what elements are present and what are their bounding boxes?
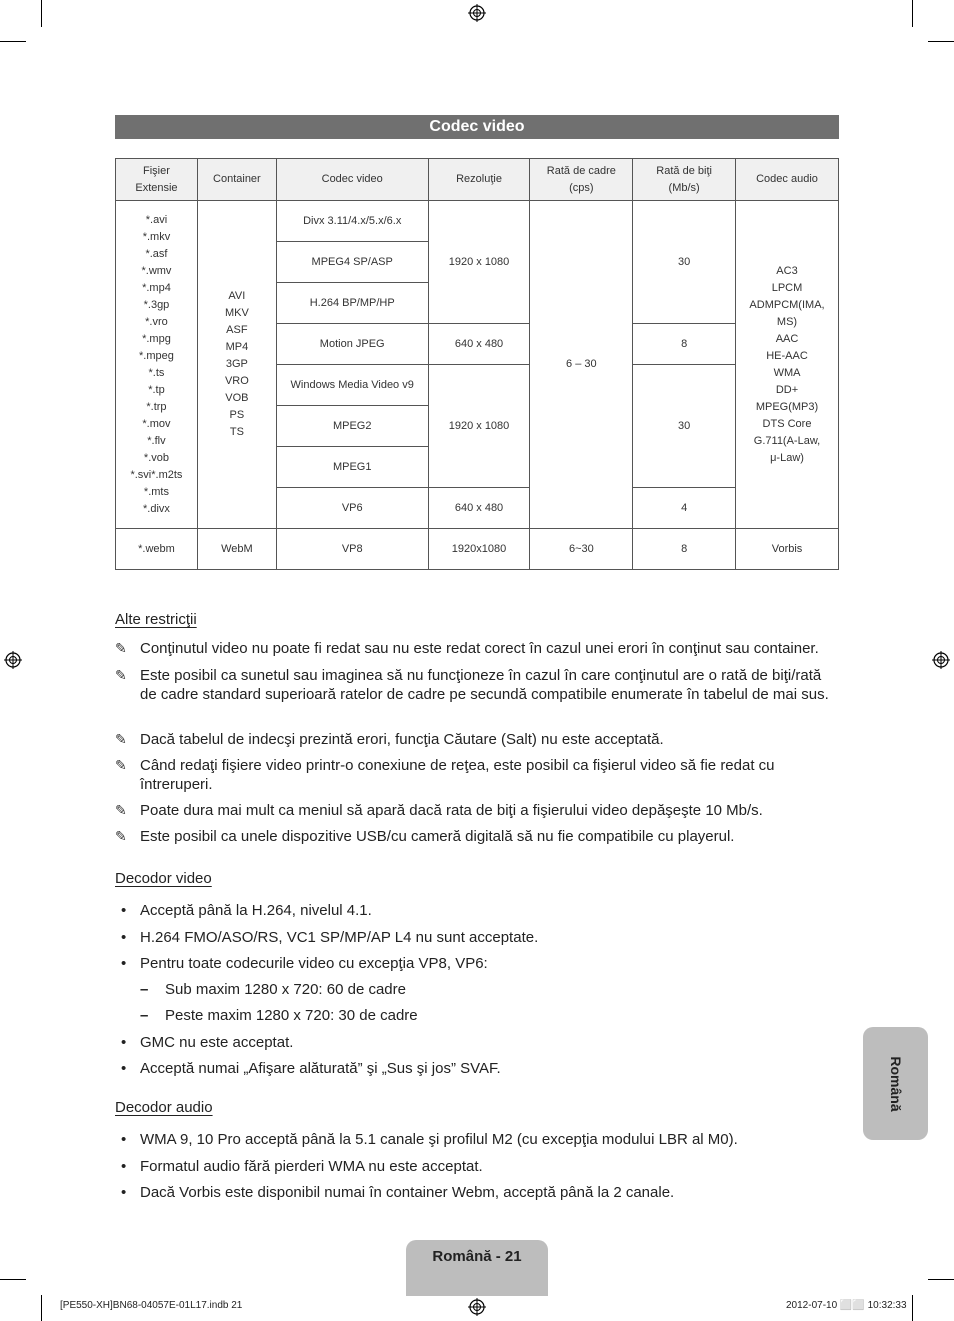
pencil-note-icon: ✎	[115, 757, 127, 773]
resolution-cell: 640 x 480	[428, 488, 530, 529]
dash-icon: –	[140, 981, 149, 998]
restriction-note: ✎ Dacă tabelul de indecşi prezintă erori, funcţia Căutare (Salt) nu este acceptată.	[115, 731, 664, 748]
codec-cell: VP6	[276, 488, 428, 529]
codec-cell: H.264 BP/MP/HP	[276, 283, 428, 324]
table-row-webm	[116, 529, 839, 570]
crop-mark	[928, 1279, 954, 1280]
header-cell-container: Container	[197, 159, 276, 201]
crop-mark	[912, 1295, 913, 1321]
list-item: • WMA 9, 10 Pro acceptă până la 5.1 canale şi profilul M2 (cu excepţia modului LBR al M0).	[121, 1131, 738, 1148]
crop-mark	[41, 0, 42, 27]
header-cell-audio-codec: Codec audio	[736, 159, 839, 201]
pencil-note-icon: ✎	[115, 640, 127, 656]
bit-rate-cell: 8	[633, 324, 736, 365]
resolution-cell: 1920 x 1080	[428, 365, 530, 488]
registration-mark-icon	[932, 651, 950, 669]
page-number-label: Română - 21	[432, 1248, 522, 1265]
bullet-icon: •	[121, 929, 127, 946]
codec-table	[115, 158, 839, 570]
frame-rate-cell: 6 – 30	[530, 201, 633, 529]
bit-rate-cell: 30	[633, 201, 736, 324]
bullet-icon: •	[121, 955, 127, 972]
list-item: • Formatul audio fără pierderi WMA nu este acceptat.	[121, 1158, 483, 1175]
pencil-note-icon: ✎	[115, 828, 127, 844]
list-item: • Pentru toate codecurile video cu excepţia VP8, VP6:	[121, 955, 488, 972]
crop-mark	[0, 41, 26, 42]
restriction-note: ✎ Este posibil ca sunetul sau imaginea să nu funcţioneze în cazul în care conţinutul are o rată de biţi/rată de cadre standard superioară ratelor de cadre pe secundă compatibile enumerate în tabelul de mai sus.	[115, 667, 829, 703]
restriction-note: ✎ Poate dura mai mult ca meniul să apară dacă rata de biţi a fişierului video depăşeşte 10 Mb/s.	[115, 802, 763, 819]
registration-mark-icon	[468, 1298, 486, 1316]
table-row	[116, 201, 839, 242]
table-cell: Vorbis	[736, 529, 839, 570]
crop-mark	[912, 0, 913, 27]
codec-cell: Divx 3.11/4.x/5.x/6.x	[276, 201, 428, 242]
restrictions-heading: Alte restricţii	[115, 611, 197, 628]
bullet-icon: •	[121, 902, 127, 919]
registration-mark-icon	[4, 651, 22, 669]
sub-list-item: – Peste maxim 1280 x 720: 30 de cadre	[140, 1007, 418, 1024]
bullet-icon: •	[121, 1060, 127, 1077]
codec-cell: Windows Media Video v9	[276, 365, 428, 406]
registration-mark-icon	[468, 4, 486, 22]
audio-codecs-cell: AC3 LPCM ADMPCM(IMA, MS) AAC HE-AAC WMA DD+ MPEG(MP3) DTS Core G.711(A-Law, μ-Law)	[736, 201, 839, 529]
codec-cell: MPEG1	[276, 447, 428, 488]
pencil-note-icon: ✎	[115, 667, 127, 683]
sub-list-item: – Sub maxim 1280 x 720: 60 de cadre	[140, 981, 406, 998]
section-title-bar: Codec video	[115, 115, 839, 139]
header-cell-resolution: Rezoluţie	[428, 159, 530, 201]
codec-cell: Motion JPEG	[276, 324, 428, 365]
table-cell: 1920x1080	[428, 529, 530, 570]
table-cell: VP8	[276, 529, 428, 570]
header-cell-bit-rate: Rată de biţi (Mb/s)	[633, 159, 736, 201]
table-cell: 8	[633, 529, 736, 570]
pencil-note-icon: ✎	[115, 802, 127, 818]
codec-cell: MPEG2	[276, 406, 428, 447]
footer-timestamp: 2012-07-10 ⬜⬜ 10:32:33	[786, 1300, 907, 1311]
list-item: • Acceptă până la H.264, nivelul 4.1.	[121, 902, 372, 919]
header-cell-frame-rate: Rată de cadre (cps)	[530, 159, 633, 201]
crop-mark	[928, 41, 954, 42]
dash-icon: –	[140, 1007, 149, 1024]
bullet-icon: •	[121, 1158, 127, 1175]
header-cell-extension: Fişier Extensie	[116, 159, 198, 201]
pencil-note-icon: ✎	[115, 731, 127, 747]
table-cell: *.webm	[116, 529, 198, 570]
audio-decoder-heading: Decodor audio	[115, 1099, 213, 1116]
restriction-note: ✎ Conţinutul video nu poate fi redat sau nu este redat corect în cazul unei erori în conţinut sau container.	[115, 640, 819, 657]
containers-cell: AVI MKV ASF MP4 3GP VRO VOB PS TS	[197, 201, 276, 529]
language-side-tab-label: Română	[887, 1055, 904, 1112]
restriction-note: ✎ Când redaţi fişiere video printr-o conexiune de reţea, este posibil ca fişierul video să fie redat cu întreruperi.	[115, 757, 775, 793]
extensions-cell: *.avi *.mkv *.asf *.wmv *.mp4 *.3gp *.vro *.mpg *.mpeg *.ts *.tp *.trp *.mov *.flv *.vob *.svi*.m2ts *.mts *.divx	[116, 201, 198, 529]
language-side-tab	[863, 1027, 928, 1140]
bullet-icon: •	[121, 1131, 127, 1148]
video-decoder-heading: Decodor video	[115, 870, 212, 887]
list-item: • GMC nu este acceptat.	[121, 1034, 294, 1051]
header-cell-video-codec: Codec video	[276, 159, 428, 201]
table-cell: 6~30	[530, 529, 633, 570]
table-cell: WebM	[197, 529, 276, 570]
list-item: • Dacă Vorbis este disponibil numai în container Webm, acceptă până la 2 canale.	[121, 1184, 675, 1201]
bullet-icon: •	[121, 1034, 127, 1051]
page-number-tab	[406, 1240, 548, 1296]
list-item: • Acceptă numai „Afişare alăturată” şi „Sus şi jos” SVAF.	[121, 1060, 501, 1077]
bit-rate-cell: 30	[633, 365, 736, 488]
footer-file-info: [PE550-XH]BN68-04057E-01L17.indb 21	[60, 1300, 243, 1311]
codec-cell: MPEG4 SP/ASP	[276, 242, 428, 283]
bullet-icon: •	[121, 1184, 127, 1201]
crop-mark	[0, 1279, 26, 1280]
resolution-cell: 640 x 480	[428, 324, 530, 365]
list-item: • H.264 FMO/ASO/RS, VC1 SP/MP/AP L4 nu sunt acceptate.	[121, 929, 539, 946]
bit-rate-cell: 4	[633, 488, 736, 529]
crop-mark	[41, 1295, 42, 1321]
restriction-note: ✎ Este posibil ca unele dispozitive USB/cu cameră digitală să nu fie compatibile cu playerul.	[115, 828, 735, 845]
resolution-cell: 1920 x 1080	[428, 201, 530, 324]
table-header-row	[116, 159, 839, 201]
